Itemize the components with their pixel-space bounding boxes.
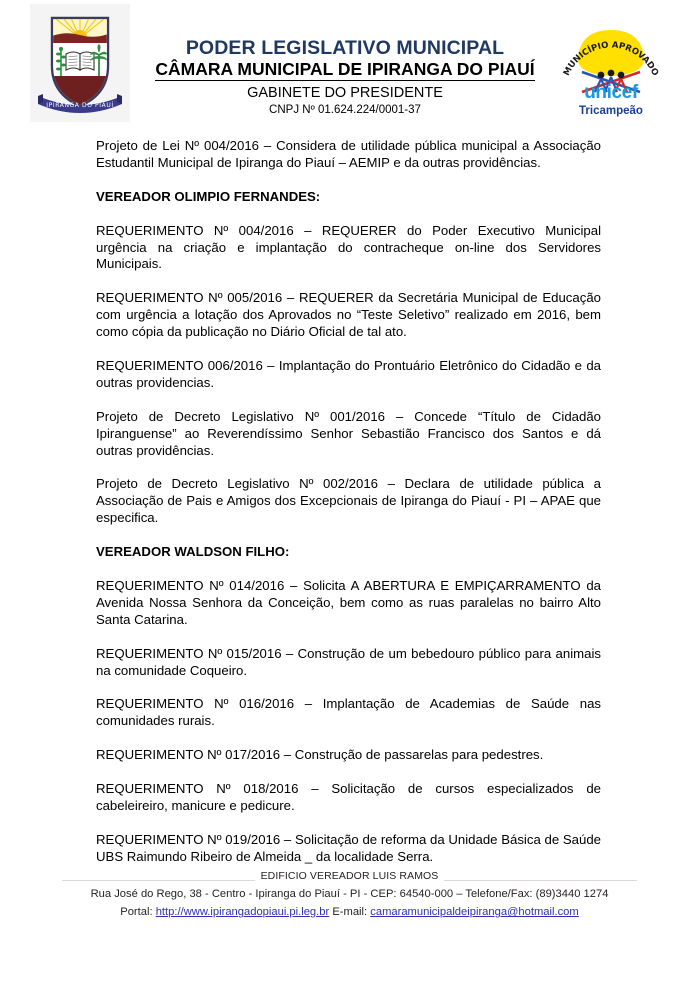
body-paragraph: REQUERIMENTO Nº 015/2016 – Construção de um bebedouro público para animais na comunidade Coqueiro. <box>96 645 601 678</box>
body-paragraph: Projeto de Decreto Legislativo Nº 001/2016 – Concede “Título de Cidadão Ipiranguense” ao Reverendíssimo Senhor Sebastião Francisco dos Santos e dá outras providências. <box>96 408 601 458</box>
footer-contact <box>0 904 699 920</box>
body-paragraph: REQUERIMENTO Nº 014/2016 – Solicita A ABERTURA E EMPIÇARRAMENTO da Avenida Nossa Senhora da Conceição, bem como as ruas paralelas no bairro Alto Santa Catarina. <box>96 578 601 627</box>
footer-email-link[interactable]: camaramunicipaldeipiranga@hotmail.com <box>370 906 579 919</box>
body-paragraph: REQUERIMENTO Nº 018/2016 – Solicitação de cursos especializados de cabeleireiro, manicure e pedicure. <box>96 781 601 814</box>
header-office: GABINETE DO PRESIDENTE <box>247 84 443 101</box>
section-heading: VEREADOR WALDSON FILHO: <box>96 544 290 560</box>
svg-text:IPIRANGA DO PIAUÍ: IPIRANGA DO PIAUÍ <box>46 102 114 109</box>
document-footer <box>0 866 699 920</box>
coat-of-arms-icon <box>30 4 130 122</box>
header-subtitle: CÂMARA MUNICIPAL DE IPIRANGA DO PIAUÍ <box>155 59 535 80</box>
header-cnpj: CNPJ Nº 01.624.224/0001-37 <box>269 103 421 116</box>
footer-portal-link[interactable]: http://www.ipirangadopiaui.pi.leg.br <box>155 906 330 919</box>
document-body <box>96 138 601 883</box>
body-paragraph: Projeto de Lei Nº 004/2016 – Considera de utilidade pública municipal a Associação Estudantil Municipal de Ipiranga do Piauí – AEMIP e da outras providências. <box>96 138 601 170</box>
body-paragraph: REQUERIMENTO 006/2016 – Implantação do Prontuário Eletrônico do Cidadão e da outras providencias. <box>96 358 601 390</box>
unicef-wordmark: unicef <box>584 82 638 103</box>
body-paragraph: REQUERIMENTO Nº 017/2016 – Construção de passarelas para pedestres. <box>96 747 544 763</box>
document-header <box>0 0 699 128</box>
footer-portal-label: Portal: <box>120 906 156 919</box>
section-heading: VEREADOR OLIMPIO FERNANDES: <box>96 188 321 204</box>
footer-email-label: E-mail: <box>329 906 371 919</box>
footer-address: Rua José do Rego, 38 - Centro - Ipiranga do Piauí - PI - CEP: 64540-000 – Telefone/Fax: (89)3440 1274 <box>90 888 609 900</box>
page-title: PODER LEGISLATIVO MUNICIPAL <box>185 37 505 59</box>
body-paragraph: Projeto de Decreto Legislativo Nº 002/2016 – Declara de utilidade pública a Associação de Pais e Amigos dos Excepcionais de Ipiranga do Piauí - PI – APAE que especifica. <box>96 476 601 526</box>
body-paragraph: REQUERIMENTO Nº 016/2016 – Implantação de Academias de Saúde nas comunidades rurais. <box>96 696 601 729</box>
unicef-arc-text: MUNICÍPIO APROVADO <box>561 40 661 78</box>
body-paragraph: REQUERIMENTO Nº 004/2016 – REQUERER do Poder Executivo Municipal urgência na criação e implantação do contracheque on-line dos Servidores Municipais. <box>96 222 601 272</box>
body-paragraph: REQUERIMENTO Nº 019/2016 – Solicitação de reforma da Unidade Básica de Saúde UBS Raimundo Ribeiro de Almeida _ da localidade Serra. <box>96 831 601 864</box>
header-title-block <box>135 38 555 117</box>
footer-building-name: EDIFICIO VEREADOR LUIS RAMOS <box>255 870 445 882</box>
unicef-logo <box>552 8 670 126</box>
body-paragraph: REQUERIMENTO Nº 005/2016 – REQUERER da Secretária Municipal de Educação com urgência a lotação dos Aprovados no “Teste Seletivo” realizado em 2016, bem como cópia da publicação no Diário Oficial de tal ato. <box>96 290 601 340</box>
unicef-caption: Tricampeão <box>579 105 643 117</box>
